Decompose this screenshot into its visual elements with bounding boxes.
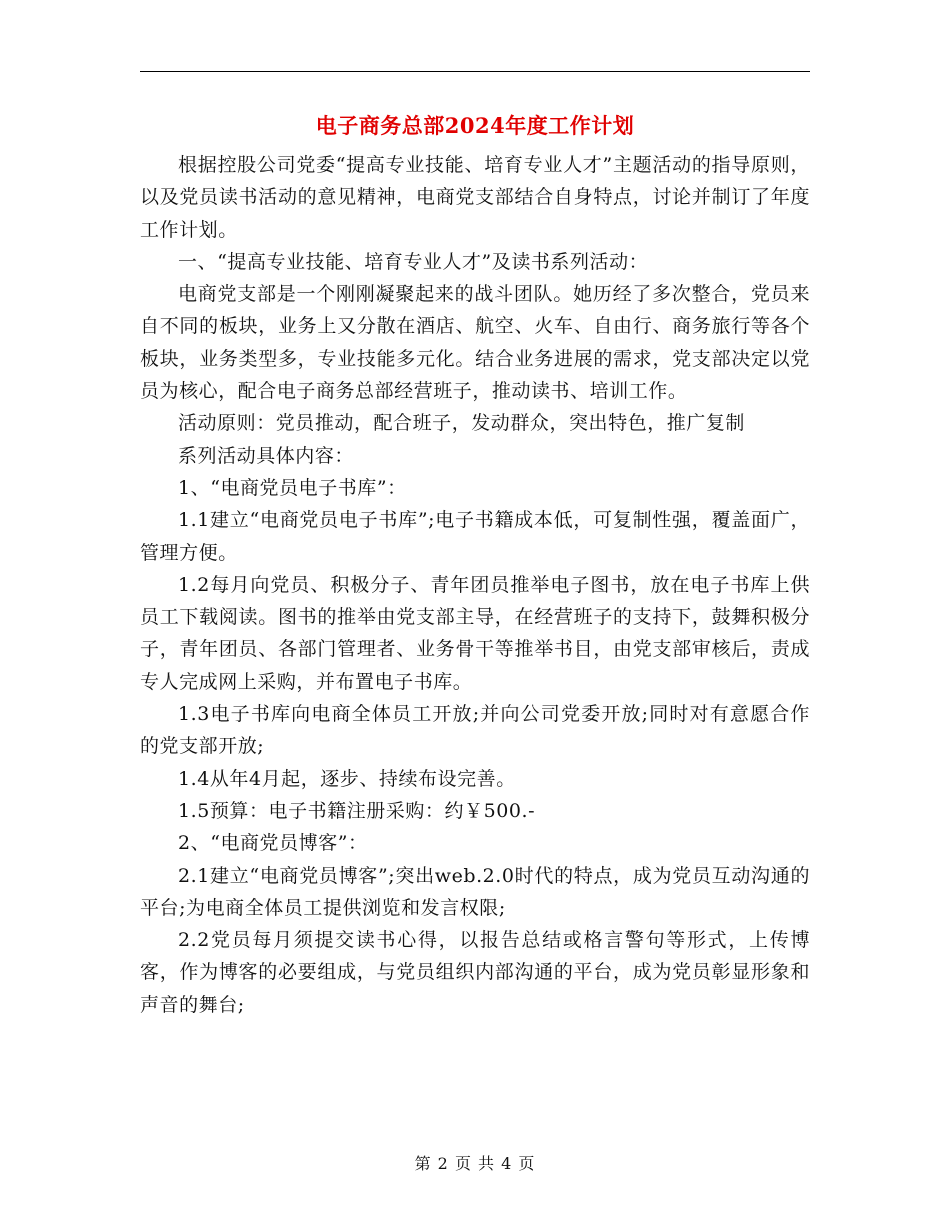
paragraph-activity-content-heading: 系列活动具体内容： [178,444,354,467]
paragraph-item-2-1: 2.1建立“电商党员博客”;突出web.2.0时代的特点，成为党员互动沟通的平台;为电商全体员工提供浏览和发言权限; [140,864,810,919]
paragraph-intro: 根据控股公司党委“提高专业技能、培育专业人才”主题活动的指导原则，以及党员读书活动的意见精神，电商党支部结合自身特点，讨论并制订了年度工作计划。 [140,154,810,241]
paragraph-section-1-heading: 一、“提高专业技能、培育专业人才”及读书系列活动： [178,250,649,273]
paragraph-item-1-5: 1.5预算：电子书籍注册采购：约￥500.- [178,799,536,822]
paragraph-item-2-2: 2.2党员每月须提交读书心得，以报告总结或格言警句等形式，上传博客，作为博客的必要组成，与党员组织内部沟通的平台，成为党员彰显形象和声音的舞台; [140,929,810,1016]
paragraph-item-1-3: 1.3电子书库向电商全体员工开放;并向公司党委开放;同时对有意愿合作的党支部开放; [140,703,810,758]
paragraph-item-1-2: 1.2每月向党员、积极分子、青年团员推举电子图书，放在电子书库上供员工下载阅读。图书的推举由党支部主导，在经营班子的支持下，鼓舞积极分子，青年团员、各部门管理者、业务骨干等推举书目，由党支部审核后，责成专人完成网上采购，并布置电子书库。 [140,573,810,693]
page-number-footer: 第 2 页 共 4 页 [414,1154,536,1173]
header-rule [140,71,810,72]
paragraph-ebook-library-heading: 1、“电商党员电子书库”： [178,476,407,499]
paragraph-item-1-1: 1.1建立“电商党员电子书库”;电子书籍成本低，可复制性强，覆盖面广，管理方便。 [140,509,810,564]
document-title: 电子商务总部2024年度工作计划 [315,113,635,138]
paragraph-activity-principle: 活动原则：党员推动，配合班子，发动群众，突出特色，推广复制 [178,412,745,435]
paragraph-blog-heading: 2、“电商党员博客”： [178,832,368,855]
paragraph-branch-description: 电商党支部是一个刚刚凝聚起来的战斗团队。她历经了多次整合，党员来自不同的板块，业务上又分散在酒店、航空、火车、自由行、商务旅行等各个板块，业务类型多，专业技能多元化。结合业务进展的需求，党支部决定以党员为核心，配合电子商务总部经营班子，推动读书、培训工作。 [140,283,810,403]
document-body [140,149,810,1021]
paragraph-item-1-4: 1.4从年4月起，逐步、持续布设完善。 [178,767,516,790]
